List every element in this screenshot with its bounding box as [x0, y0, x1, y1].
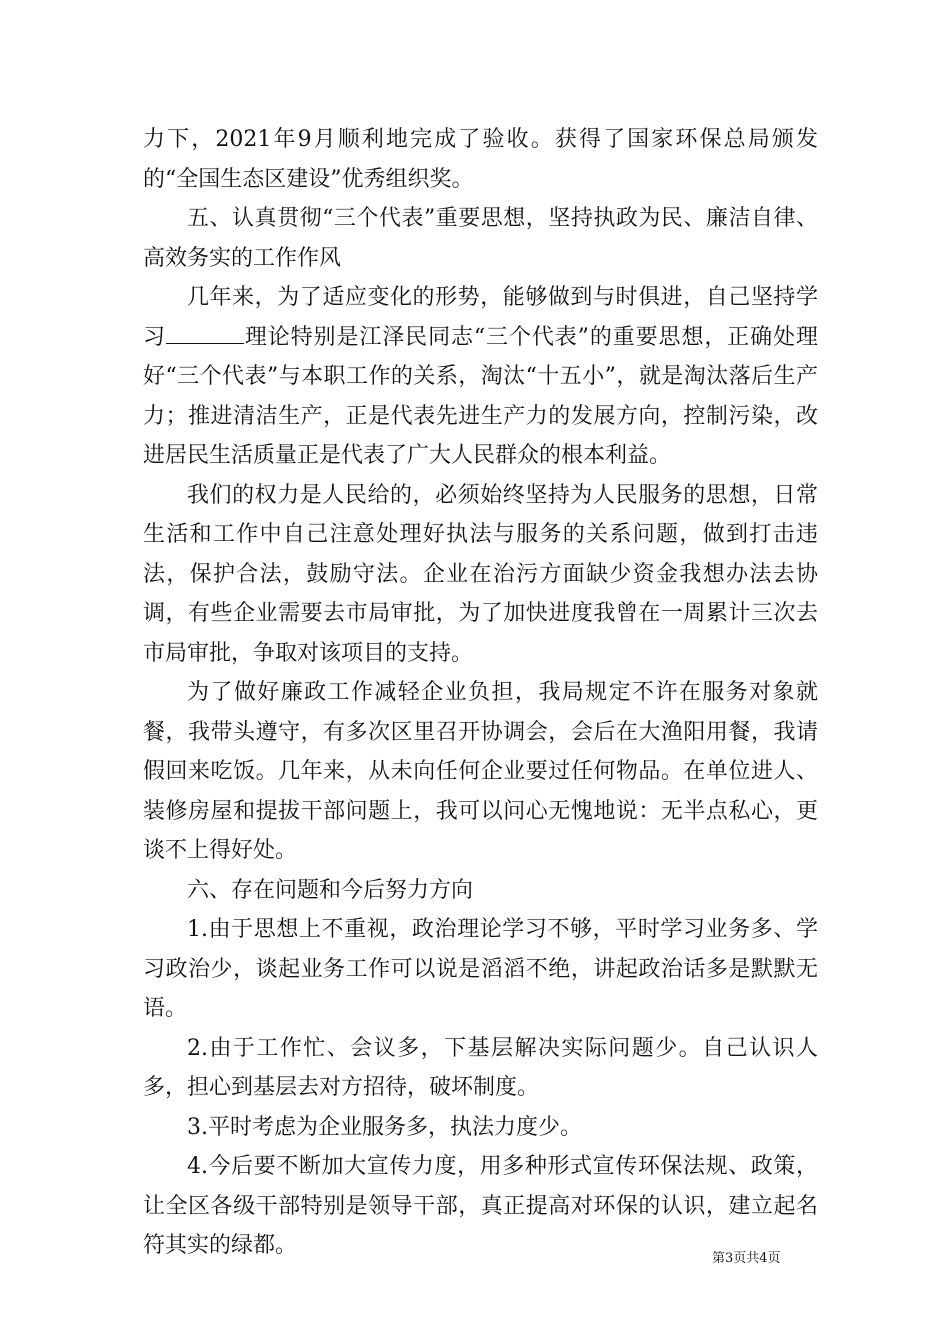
paragraph-3 [143, 278, 818, 476]
section-heading-5: 五、认真贯彻“三个代表”重要思想，坚持执政为民、廉洁自律、高效务实的工作作风 [143, 206, 818, 271]
paragraph-4: 我们的权力是人民给的，必须始终坚持为人民服务的思想，日常生活和工作中自己注意处理好执法与服务的关系问题，做到打击违法，保护合法，鼓励守法。企业在治污方面缺少资金我想办法去协调，有些企业需要去市局审批，为了加快进度我曾在一周累计三次去市局审批，争取对该项目的支持。 [143, 482, 818, 666]
paragraph-1: 力下，2021年9月顺利地完成了验收。获得了国家环保总局颁发的“全国生态区建设”优秀组织奖。 [143, 127, 818, 192]
page-number: 第3页共4页 [712, 1251, 781, 1266]
section-heading-6: 六、存在问题和今后努力方向 [187, 877, 474, 903]
paragraph-3-part-2: 理论特别是江泽民同志“三个代表”的重要思想，正确处理好“三个代表”与本职工作的关系，淘汰“十五小”，就是淘汰落后生产力；推进清洁生产，正是代表先进生产力的发展方向，控制污染，改进居民生活质量正是代表了广大人民群众的根本利益。 [143, 324, 818, 468]
fill-in-blank [166, 323, 244, 344]
document-body [143, 120, 818, 1266]
list-item-3: 3.平时考虑为企业服务多，执法力度少。 [187, 1114, 582, 1140]
list-item-2: 2.由于工作忙、会议多，下基层解决实际问题少。自己认识人多，担心到基层去对方招待，破坏制度。 [143, 1035, 818, 1100]
list-item-1: 1.由于思想上不重视，政治理论学习不够，平时学习业务多、学习政治少，谈起业务工作可以说是滔滔不绝，讲起政治话多是默默无语。 [143, 917, 818, 1021]
paragraph-5: 为了做好廉政工作减轻企业负担，我局规定不许在服务对象就餐，我带头遵守，有多次区里召开协调会，会后在大渔阳用餐，我请假回来吃饭。几年来，从未向任何企业要过任何物品。在单位进人、装修房屋和提拔干部问题上，我可以问心无愧地说：无半点私心，更谈不上得好处。 [143, 680, 818, 863]
list-item-4: 4.今后要不断加大宣传力度，用多种形式宣传环保法规、政策，让全区各级干部特别是领导干部，真正提高对环保的认识，建立起名符其实的绿都。 [143, 1154, 818, 1258]
paragraph-3-part-1: 几年来，为了适应变化的形势，能够做到与时俱进，自己坚持学习 [143, 285, 818, 350]
